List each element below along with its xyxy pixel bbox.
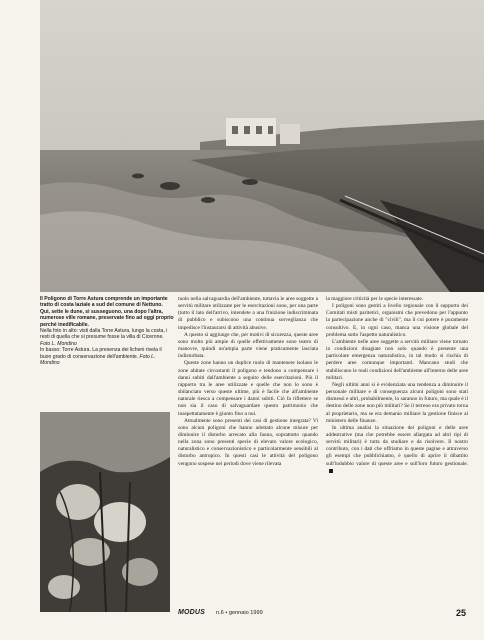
caption-bottom-photo: In basso: Torre Astura. La presenza dei licheni rivela il buon grado di conservazione dell'ambiente. Foto L. Mondino bbox=[40, 347, 162, 367]
paragraph-last: In ultima analisi la situazione dei poligoni e delle aree addestrative (ma che potrebbe essere allargata ad altri tipi di servitù militari) è tutta da studiare e da risolvere. Il nostro contributo, con i dati che offriamo in queste pagine e attraverso gli esempi che pubblichiamo, è quello di aprire il dibattito sull'indubbio valore di queste aree e sull'loro futuro gestionale. bbox=[326, 425, 468, 475]
article-column-1 bbox=[178, 296, 318, 468]
coastal-ruins-photo bbox=[40, 0, 484, 292]
paragraph: Attualmente sono presenti dei casi di gestione integrata? Vi sono alcuni poligoni che hanno adottato alcune misure per diminuire il disturbo arrecato alla fauna, soprattutto quando nella zona sono presenti specie di elevato valore ecologico, naturalistico e conservazionistico e particolarmente sensibili al disturbo antropico. In questi casi le attività del poligono vengono sospese nei periodi dove viene rilevata bbox=[178, 417, 318, 467]
page-number: 25 bbox=[455, 608, 466, 618]
paragraph: L'ambiente nelle aree soggette a servitù militare viene tornato in condizioni disagiate non solo quando è presente una particolare emergenza naturalistica, in tal modo si rischia di perdere aree comunque importanti. Mancano studi che stabiliscano le reali condizioni dell'ambiente all'interno delle aree militari. bbox=[326, 338, 468, 381]
photo-captions bbox=[40, 296, 174, 366]
caption-credit: Foto L. Mondino bbox=[40, 353, 156, 367]
caption-credit: Foto L. Mondino bbox=[40, 340, 77, 347]
paragraph: Queste zone hanno un duplice ruolo di mantenere isolano le zone abitate circostanti il poligono e tendono a compensare i danni subiti dall'ambiente a seguito delle esercitazioni. Più il rapporto tra le aree utilizzate e quelle che non lo sono è sbilanciato verso queste ultime, più è facile che all'ambiente naturale riesca a compensare i danni subiti. Ciò fa riflettere se non sia il caso di salvaguardare questo patrimonio che inaspettatamente è giunto fino a noi. bbox=[178, 360, 318, 417]
caption-top-photo: Nella foto in alto: visti dalla Torre Astura, lungo la costa, i resti di quella che si presume fosse la villa di Cicerone. Foto L. Mondino bbox=[40, 328, 168, 347]
page-footer bbox=[178, 608, 468, 618]
paragraph: I poligoni sono gestiti a livello regionale con il supporto dei Comitati misti paritetici, organismi che prevedono per l'appunto la partecipazione anche di "civili", ma il cui potere è puramente consultivo. E, in ogni caso, manca una visione globale del problema sotto l'aspetto naturalistico. bbox=[326, 303, 468, 338]
issue-info: n.6 • gennaio 1999 bbox=[216, 610, 263, 616]
caption-main: Il Poligono di Torre Astura comprende un importante tratto di costa laziale a sud del comune di Nettuno. Qui, sette le dune, si susseguono, una dopo l'altra, numerose ville romane, preservate fino ad oggi proprio perché inedificabile. bbox=[40, 296, 174, 328]
paragraph: Negli ultimi anni si è evidenziata una tendenza a diminuire il personale militare e di conseguenza alcuni poligoni sono stati dismessi e altri, probabilmente, lo saranno in futuro, ma quale è il destino delle zone non più militari? Se il terreno era privato torna al proprietario, ma se era demanio militare la gestione finisce al ministero delle finanze. bbox=[326, 381, 468, 424]
end-of-article-mark bbox=[329, 469, 333, 473]
paragraph: tuolo nella salvaguardia dell'ambiente, tuttavia le aree soggette a servitù militare utilizzate per le esercitazioni sono, per una parte (tutto il lato dell'arrivo, intendete a una fruizione indiscriminata di pubblico e subiscono una continua sorveglianza che impedisce l'instaurarsi di attività abusive. bbox=[178, 296, 318, 331]
paragraph: la maggiore criticità per le specie interessate. bbox=[326, 296, 424, 302]
lichen-photo bbox=[40, 412, 170, 612]
paragraph: A questo si aggiunge che, per motivi di sicurezza, queste aree sono molto più ampie di quelle effettivamente sono teatro di manovre, quindi un'ampia parte viene praticamente lasciata indisturbata. bbox=[178, 331, 318, 360]
article-column-2 bbox=[326, 296, 468, 475]
magazine-name: MODUS bbox=[178, 609, 206, 616]
